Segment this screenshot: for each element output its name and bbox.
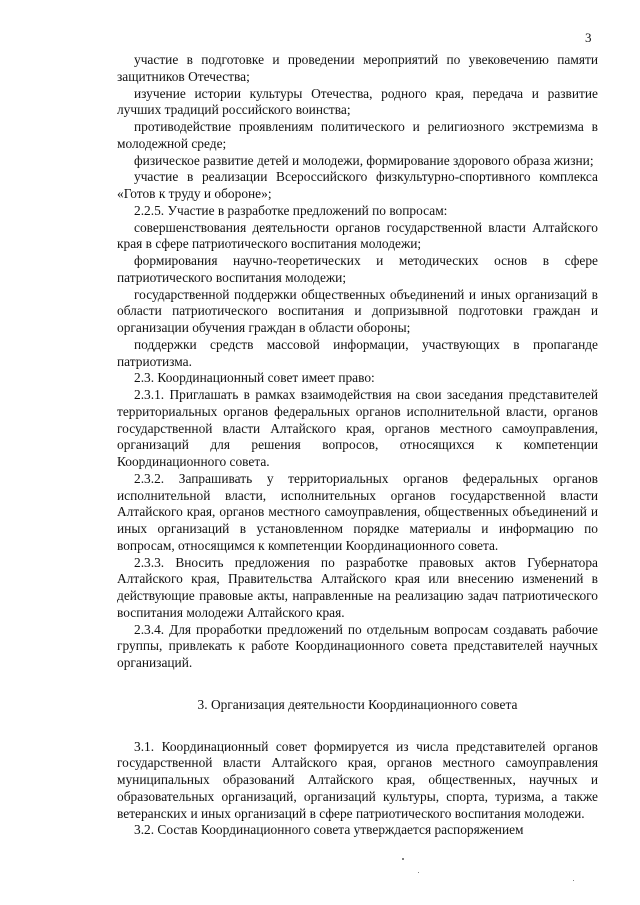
paragraph: государственной поддержки общественных объединений и иных организаций в области патриотического воспитания и допризывной подготовки граждан и организации обучения граждан в области обороны;: [117, 286, 598, 335]
paragraph: формирования научно-теоретических и методических основ в сфере патриотического воспитания молодежи;: [117, 253, 598, 285]
paragraph: противодействие проявлениям политического и религиозного экстремизма в молодежной среде;: [117, 119, 598, 151]
paragraph: участие в подготовке и проведении мероприятий по увековечению памяти защитников Отечества;: [117, 52, 598, 84]
scan-speck: [418, 872, 419, 873]
paragraph: 2.3.2. Запрашивать у территориальных органов федеральных органов исполнительной власти, исполнительных органов государственной власти Алтайского края, органов местного самоуправления, общественных объединений и иных организаций в установленном порядке материалы и информацию по вопросам, относящимся к компетенции Координационного совета.: [117, 470, 598, 553]
section-heading: 3. Организация деятельности Координационного совета: [197, 696, 518, 712]
scan-speck: [573, 880, 574, 881]
paragraph: поддержки средств массовой информации, участвующих в пропаганде патриотизма.: [117, 336, 598, 369]
paragraph: 2.3.4. Для проработки предложений по отдельным вопросам создавать рабочие группы, привлекать к работе Координационного совета представителей научных организаций.: [117, 621, 598, 670]
paragraph: 3.1. Координационный совет формируется из числа представителей органов государственной власти Алтайского края, органов местного самоуправления муниципальных образований Алтайского края, общественных, научных и образовательных организаций, организаций культуры, спорта, туризма, а также ветеранских и иных организаций в сфере патриотического воспитания молодежи.: [117, 738, 598, 821]
paragraph: 3.2. Состав Координационного совета утверждается распоряжением: [134, 822, 524, 838]
scan-speck: [402, 858, 404, 860]
paragraph: изучение истории культуры Отечества, родного края, передача и развитие лучших традиций российского воинства;: [117, 85, 598, 118]
document-body: [117, 52, 598, 839]
paragraph: 2.3. Координационный совет имеет право:: [134, 370, 375, 386]
paragraph: совершенствования деятельности органов государственной власти Алтайского края в сфере патриотического воспитания молодежи;: [117, 219, 598, 252]
paragraph: 2.3.1. Приглашать в рамках взаимодействия на свои заседания представителей территориальных органов федеральных органов исполнительной власти, органов государственной власти Алтайского края, органов местного самоуправления, организаций для решения вопросов, относящихся к компетенции Координационного совета.: [117, 387, 598, 469]
paragraph: 2.2.5. Участие в разработке предложений по вопросам:: [134, 202, 448, 218]
paragraph: физическое развитие детей и молодежи, формирование здорового образа жизни;: [134, 152, 594, 168]
paragraph: участие в реализации Всероссийского физкультурно-спортивного комплекса «Готов к труду и обороне»;: [117, 169, 598, 201]
page-number: 3: [585, 30, 592, 45]
paragraph: 2.3.3. Вносить предложения по разработке правовых актов Губернатора Алтайского края, Правительства Алтайского края или внесению изменений в действующие правовые акты, направленные на реализацию задач патриотического воспитания молодежи Алтайского края.: [117, 554, 598, 620]
